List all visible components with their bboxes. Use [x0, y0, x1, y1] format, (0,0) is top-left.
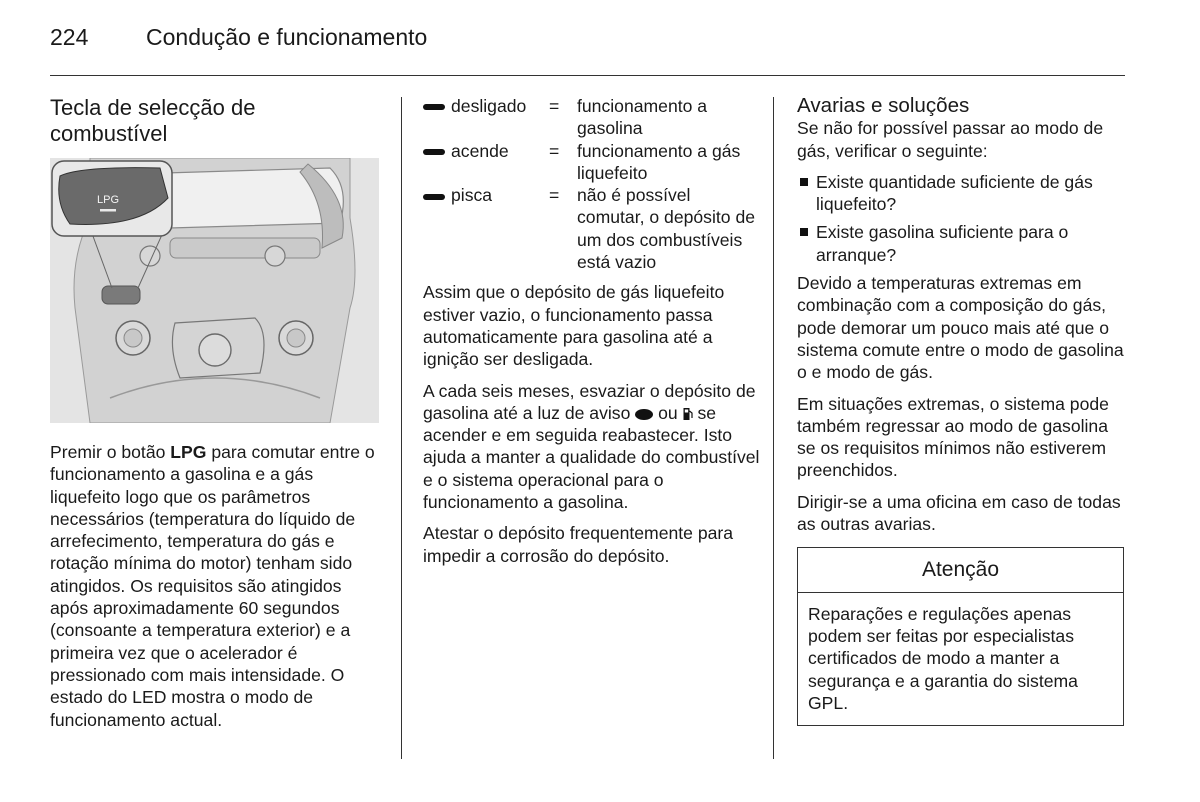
equals-sign: =	[549, 96, 560, 116]
page-header	[50, 24, 427, 51]
checklist	[797, 171, 1127, 266]
column-right	[797, 95, 1127, 726]
notice-title: Atenção	[798, 548, 1123, 592]
workshop-paragraph: Dirigir-se a uma oficina em caso de todas as outras avarias.	[797, 491, 1121, 535]
header-divider	[50, 75, 1125, 76]
led-state-row	[423, 184, 761, 273]
or-text: ou	[658, 402, 678, 423]
troubleshooting-intro: Se não for possível passar ao modo de gás, verificar o seguinte:	[797, 118, 1104, 161]
list-item: Existe gasolina suficiente para o arranque?	[797, 221, 1127, 266]
six-month-text-a: A cada seis meses, esvaziar o depósito de gasolina até a luz de aviso	[423, 380, 756, 423]
refuel-paragraph: Atestar o depósito frequentemente para impedir a corrosão do depósito.	[423, 523, 734, 566]
column-divider-2	[773, 97, 774, 759]
dashboard-illustration	[50, 158, 379, 423]
lpg-label: LPG	[170, 442, 207, 462]
dashboard-lpg-figure	[50, 158, 379, 423]
column-left	[50, 95, 382, 740]
extreme-temperature-paragraph: Devido a temperaturas extremas em combinação com a composição do gás, pode demorar um pouco mais até que o sistema comute entre o modo de gasolina o e modo de gás.	[797, 273, 1124, 383]
led-dash-icon	[423, 149, 445, 155]
chapter-title: Condução e funcionamento	[146, 24, 428, 50]
led-state-description: funcionamento a gás liquefeito	[577, 140, 741, 183]
section-title-line-2: combustível	[50, 121, 168, 146]
led-state-description: funcionamento a gasolina	[577, 96, 708, 139]
led-dash-icon	[423, 104, 445, 110]
section-title-line-1: Tecla de selecção de	[50, 95, 256, 120]
fuel-warning-oval-icon	[635, 409, 653, 420]
six-month-text-b: se acender e em seguida reabastecer. Isto ajuda a manter a qualidade do combustível e o sistema operacional para o funcionamento a gasolina.	[423, 402, 760, 513]
six-month-paragraph	[423, 380, 761, 514]
attention-notice	[797, 547, 1124, 726]
notice-body: Reparações e regulações apenas podem ser feitas por especialistas certificados de modo a manter a segurança e a garantia do sistema GPL.	[808, 603, 1078, 713]
equals-sign: =	[549, 140, 560, 161]
intro-paragraph	[50, 441, 382, 731]
led-state-label: acende	[423, 140, 549, 185]
troubleshooting-heading: Avarias e soluções	[797, 94, 970, 117]
led-state-row	[423, 140, 761, 185]
lpg-button-label: LPG	[96, 194, 120, 206]
page-number: 224	[50, 24, 89, 50]
led-state-label: pisca	[423, 184, 549, 273]
led-state-label: desligado	[423, 95, 549, 140]
led-state-row	[423, 95, 761, 140]
intro-text-suffix: para comutar entre o funcionamento a gasolina e a gás liquefeito logo que os parâmetros necessários (temperatura do líquido de arrefecimento, temperatura do gás e rotação mínima do motor) tenham sido atingidos. Os requisitos são atingidos após aproximadamente 60 segundos (consoante a temperatura exterior) e a primeira vez que o acelerador é pressionado com mais intensidade. O estado do LED mostra o modo de funcionamento actual.	[50, 442, 375, 730]
column-middle	[423, 95, 761, 576]
led-dash-icon	[423, 194, 445, 200]
intro-text-prefix: Premir o botão	[50, 442, 166, 462]
section-title	[50, 95, 382, 147]
column-divider-1	[401, 97, 402, 759]
extreme-situations-paragraph: Em situações extremas, o sistema pode também regressar ao modo de gasolina se os requisitos mínimos não estiverem preenchidos.	[797, 393, 1109, 481]
led-state-table	[423, 95, 761, 273]
equals-sign: =	[549, 185, 560, 206]
fuel-pump-icon	[683, 407, 693, 421]
led-state-description: não é possível comutar, o depósito de um dos combustíveis está vazio	[577, 185, 756, 273]
empty-tank-paragraph: Assim que o depósito de gás liquefeito estiver vazio, o funcionamento passa automaticamente para gasolina até a ignição ser desligada.	[423, 282, 725, 370]
list-item: Existe quantidade suficiente de gás liquefeito?	[797, 171, 1127, 216]
